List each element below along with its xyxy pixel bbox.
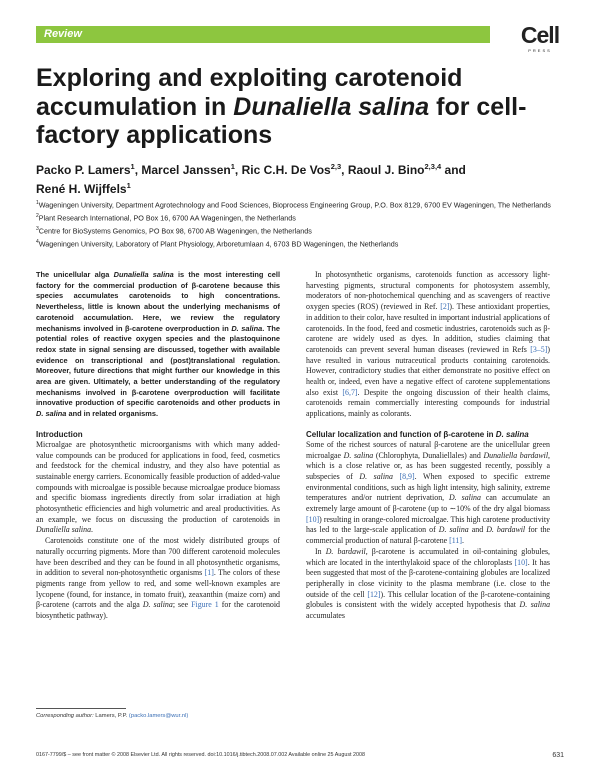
reference-link[interactable]: [10] (514, 557, 528, 567)
affiliation: $^2$Plant Research International, PO Box 16, 6700 AA Wageningen, the Netherlands (36, 212, 296, 223)
right-paragraph-3: In D. bardawil, β-carotene is accumulated in oil-containing globules, which are located in the interthylakoid space of the chloroplasts [10]. It has been suggested that most of the β-carotene-containing globules are localized peripherally in close vicinity to the plasma membrane (i.e. close to the outside of the cell [12]). This cellular location of the β-carotene-containing globules is consistent with the widely accepted hypothesis that D. salina accumulates (306, 546, 551, 621)
affiliation: $^4$Wageningen University, Laboratory of Plant Physiology, Arboretumlaan 4, 6703 BD Wageningen, the Netherlands (36, 238, 399, 249)
author: Ric C.H. De Vos (241, 163, 331, 177)
reference-link[interactable]: [3–5] (530, 344, 548, 354)
affiliation: $^1$Wageningen University, Department Agrotechnology and Food Sciences, Bioprocess Engineering Group, P.O. Box 8129, 6700 EV Wageningen, The Netherlands (36, 200, 551, 210)
email-link[interactable]: (packo.lamers@wur.nl) (128, 713, 189, 719)
figure-link[interactable]: Figure 1 (191, 600, 219, 610)
page-footer (36, 752, 564, 758)
author-sup: 1 (230, 162, 235, 171)
author-list: Packo P. Lamers$^1$, Marcel Janssen$^1$, Ric C.H. De Vos$^{2,3}$, Raoul J. Bino$^{2,3,4}$ and René H. Wijffels$^1$ (36, 162, 466, 196)
affiliations (36, 198, 556, 250)
author: René H. Wijffels (36, 182, 127, 196)
reference-link[interactable]: [6,7] (342, 387, 358, 397)
cell-press-logo (517, 24, 563, 53)
footer-copyright: 0167-7799/$ – see front matter © 2008 Elsevier Ltd. All rights reserved. doi:10.1016/j.tibtech.2008.07.002 Available online 25 August 2008 (36, 752, 366, 758)
section-label: Review (44, 28, 82, 40)
corresponding-author-note: Corresponding author: Lamers, P.P. (packo.lamers@wur.nl) (36, 713, 189, 719)
right-paragraph-1: In photosynthetic organisms, carotenoids function as accessory light-harvesting pigments, structural components for photosystem assembly, moderators of non-photochemical quenching and as scavengers of reactive oxygen species (ROS) (reviewed in Ref. [2]). These antioxidant properties, in addition to their color, have resulted in important industrial applications of carotenoids. In the food, feed and cosmetic industries, carotenoids such as β-carotene are widely used as dyes. In addition, studies claiming that carotenoids can prevent several human diseases (reviewed in Refs [3–5]) have resulted in various nutraceutical products containing carotenoids. However, contradictory studies that either demonstrate no positive effect on health or, indeed, even have a negative effect of carotene supplementations also exist [6,7]. Despite the ongoing discussion of their health claims, carotenoids remain commercially interesting compounds for industrial applications, mainly as colorants. (306, 270, 551, 419)
right-paragraph-2: Some of the richest sources of natural β-carotene are the unicellular green microalgae D. salina (Chlorophyta, Dunaliellales) and Dunaliella bardawil, which is a close relative or, as has been suggested recently, possibly a subspecies of D. salina [8,9]. When exposed to specific extreme environmental conditions, such as high light intensity, high salinity, extreme temperatures and/or nutrient deprivation, D. salina can accumulate an extremely large amount of β-carotene (up to ∼10% of the dry algal biomass [10]) resulting in orange-colored microalgae. This high carotene productivity has led to the large-scale application of D. salina and D. bardawil for the commercial production of natural β-carotene [11]. (306, 439, 551, 546)
right-column (306, 270, 550, 622)
author-sup: 1 (126, 181, 131, 190)
reference-link[interactable]: [1] (204, 568, 214, 578)
logo-word: Cell (520, 22, 560, 48)
footnote-divider (36, 708, 126, 709)
abstract: The unicellular alga Dunaliella salina is the most interesting cell factory for the commercial production of β-carotene because this species accumulates carotenoids to high concentrations. Nevertheless, little is known about the underlying mechanisms of carotenoid accumulation. Here, we review the regulatory mechanisms involved in β-carotene overproduction in D. salina. The potential roles of reactive oxygen species and the plastoquinone redox state in signal sensing are discussed, together with available evidence on transcriptional and (post)translational regulation. Moreover, future directions that might further our knowledge in this area are given. Ultimately, a better understanding of the regulatory mechanisms involved in β-carotene overproduction will facilitate innovative production of specific carotenoids and other products in D. salina and in related organisms. (36, 270, 280, 419)
title-part2: for cell-factory applications (36, 92, 527, 149)
left-column (36, 270, 280, 622)
reference-link[interactable]: [2] (440, 302, 450, 312)
author-sup: 1 (130, 162, 135, 171)
section-tag (36, 26, 490, 43)
reference-link[interactable]: [11] (449, 536, 462, 546)
page-number: 631 (552, 752, 564, 759)
author: Marcel Janssen (141, 163, 231, 177)
author-sup: 2,3 (330, 162, 342, 171)
reference-link[interactable]: [10] (306, 514, 320, 524)
intro-paragraph-2: Carotenoids constitute one of the most widely distributed groups of naturally occurring pigments. More than 700 different carotenoid molecules have been described and they can be found in all photosynthetic organisms, in addition to several non-photosynthetic organisms [1]. The colors of these pigments range from yellow to red, and some well-known examples are lycopene (found, for instance, in tomato fruit), zeaxanthin (maize corn) and β-carotene (carrots and the alga D. salina; see Figure 1 for the carotenoid biosynthetic pathway). (36, 536, 280, 621)
reference-link[interactable]: [8,9] (399, 471, 415, 481)
logo-press: PRESS (528, 48, 552, 53)
intro-paragraph-1: Microalgae are photosynthetic microorganisms with which many added-value compounds can be produced for applications in food, feed, cosmetics and feedstock for the chemical industry, and they also have potential as sustainable energy carriers. Economically feasible production of added-value compounds with microalgae is possible because microalgae produce biomass and specific biomass ingredients directly from solar irradiation at high photosynthetic efficiencies and high volumetric and areal productivities. As an example, we focus on discussing the production of carotenoids in Dunaliella salina. (36, 439, 280, 535)
reference-link[interactable]: [12] (367, 589, 381, 599)
author: Raoul J. Bino (347, 163, 425, 177)
title-italic: Dunaliella salina (233, 92, 430, 121)
intro-heading: Introduction (36, 429, 83, 439)
author-sup: 2,3,4 (424, 162, 442, 171)
section-heading: Cellular localization and function of β-carotene in D. salina (306, 429, 529, 439)
affiliation: $^3$Centre for BioSystems Genomics, PO Box 98, 6700 AB Wageningen, the Netherlands (36, 225, 312, 236)
title-part1: Exploring and exploiting carotenoid accumulation in (36, 64, 463, 121)
author-and: and (444, 163, 466, 177)
article-title (36, 64, 556, 150)
author: Packo P. Lamers (36, 163, 131, 177)
